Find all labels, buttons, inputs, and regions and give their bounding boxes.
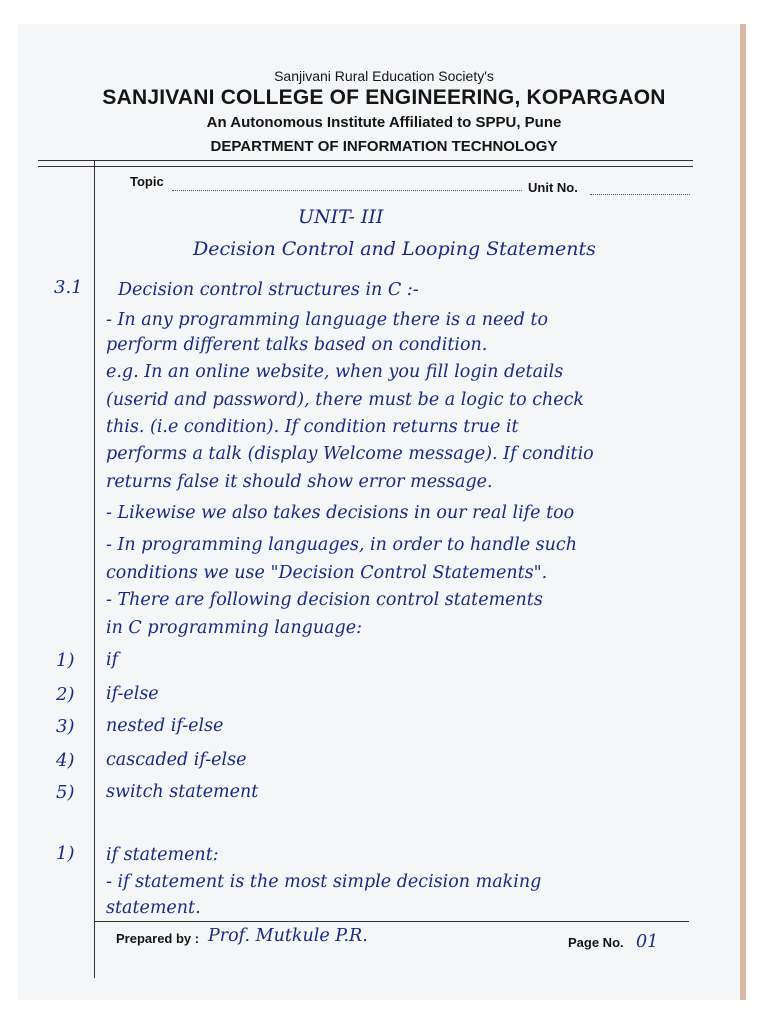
paragraph-line: - In programming languages, in order to handle such xyxy=(106,535,577,555)
author-name: Prof. Mutkule P.R. xyxy=(208,926,368,946)
paragraph-line: - There are following decision control statements xyxy=(106,590,543,610)
paragraph-line: returns false it should show error message. xyxy=(106,472,493,492)
list-item-number: 5) xyxy=(56,782,75,803)
subsection-line: - if statement is the most simple decision making xyxy=(106,872,542,892)
list-item-text: if xyxy=(106,650,119,670)
page-number: 01 xyxy=(636,932,659,952)
list-item-text: nested if-else xyxy=(106,716,224,736)
paragraph-line: e.g. In an online website, when you fill login details xyxy=(106,362,564,382)
unit-title: UNIT- III xyxy=(298,206,384,228)
list-item-text: switch statement xyxy=(106,782,259,802)
list-item-number: 4) xyxy=(56,750,75,771)
margin-line xyxy=(94,160,95,978)
topic-label: Topic xyxy=(130,174,164,189)
list-item-number: 1) xyxy=(56,650,75,671)
chapter-title: Decision Control and Looping Statements xyxy=(193,238,596,260)
section-number: 3.1 xyxy=(54,277,83,298)
header-rule-top xyxy=(38,160,693,161)
paragraph-line: - In any programming language there is a need to xyxy=(106,310,549,330)
affiliation-line: An Autonomous Institute Affiliated to SPPU, Pune xyxy=(206,114,562,131)
subsection-line: statement. xyxy=(106,898,201,918)
society-name: Sanjivani Rural Education Society's xyxy=(274,68,494,84)
paragraph-line: - Likewise we also takes decisions in our real life too xyxy=(106,503,575,523)
section-heading: Decision control structures in C :- xyxy=(118,280,419,300)
list-item-number: 2) xyxy=(56,684,75,705)
paragraph-line: conditions we use "Decision Control Statements". xyxy=(106,563,548,583)
footer-rule xyxy=(94,921,689,922)
paragraph-line: (userid and password), there must be a logic to check xyxy=(106,390,585,410)
subsection-number: 1) xyxy=(56,843,75,864)
list-item-text: cascaded if-else xyxy=(106,750,247,770)
topic-dotted-line xyxy=(172,190,522,191)
department-name: DEPARTMENT OF INFORMATION TECHNOLOGY xyxy=(210,138,558,155)
unit-label: Unit No. xyxy=(528,180,578,195)
unit-dotted-line xyxy=(590,194,690,195)
paragraph-line: in C programming language: xyxy=(106,618,362,638)
paragraph-line: this. (i.e condition). If condition returns true it xyxy=(106,417,519,437)
list-item-number: 3) xyxy=(56,716,75,737)
college-name: SANJIVANI COLLEGE OF ENGINEERING, KOPARGAON xyxy=(102,86,666,109)
paragraph-line: performs a talk (display Welcome message). If conditio xyxy=(106,444,594,464)
list-item-text: if-else xyxy=(106,684,159,704)
paragraph-line: perform different talks based on condition. xyxy=(106,335,488,355)
prepared-by-label: Prepared by : xyxy=(116,931,200,946)
subsection-heading: if statement: xyxy=(106,845,219,865)
header-rule-bottom xyxy=(38,166,693,167)
page-no-label: Page No. xyxy=(568,935,624,950)
